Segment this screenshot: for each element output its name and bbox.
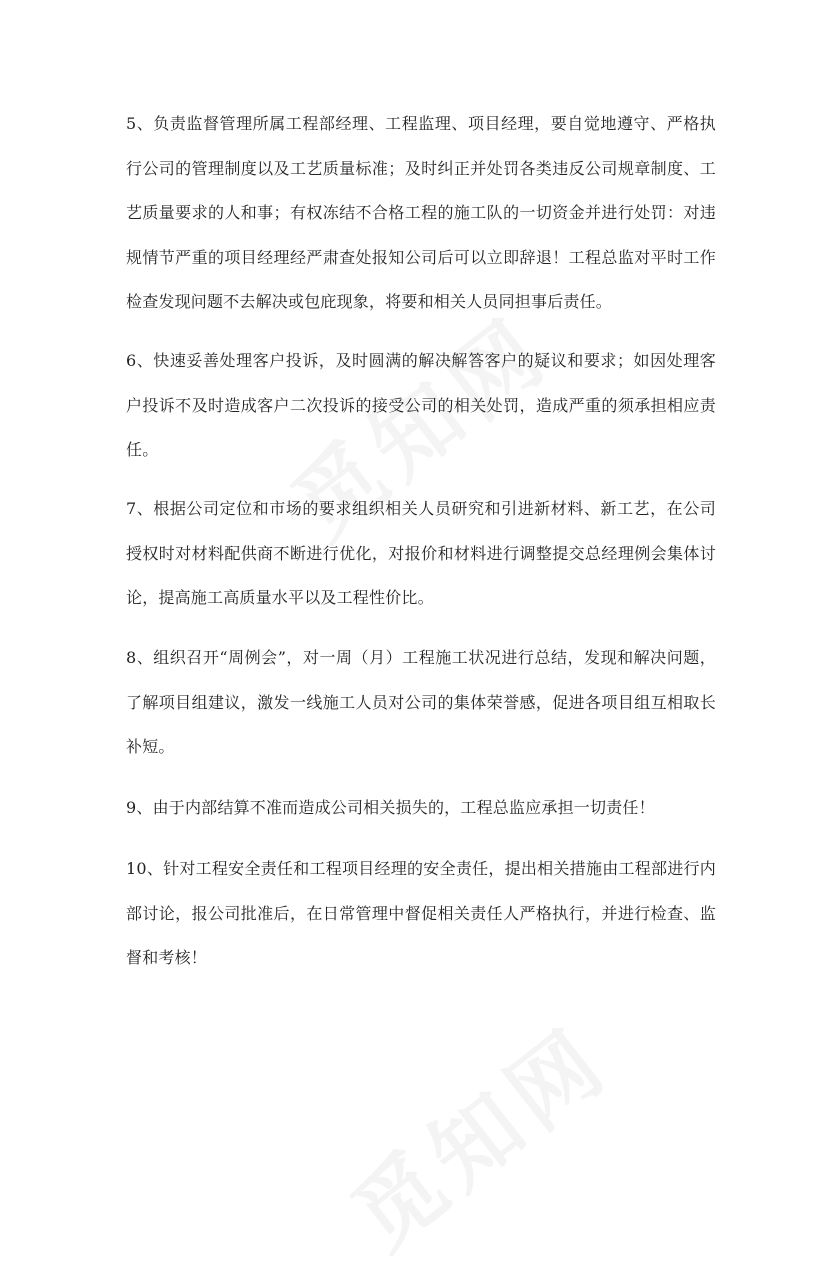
watermark: [322, 993, 631, 1273]
paragraph-item-9: 9、由于内部结算不准而造成公司相关损失的，工程总监应承担一切责任！: [126, 798, 655, 817]
paragraph-item-6: 6、快速妥善处理客户投诉，及时圆满的解决解答客户的疑议和要求；如因处理客户投诉不及时造成客户二次投诉的接受公司的相关处罚，造成严重的须承担相应责任。: [126, 351, 716, 459]
paragraph-item-7: 7、根据公司定位和市场的要求组织相关人员研究和引进新材料、新工艺，在公司授权时对材料配供商不断进行优化，对报价和材料进行调整提交总经理例会集体讨论，提高施工高质量水平以及工程性价比。: [126, 499, 716, 607]
paragraph-item-5: 5、负责监督管理所属工程部经理、工程监理、项目经理，要自觉地遵守、严格执行公司的管理制度以及工艺质量标准；及时纠正并处罚各类违反公司规章制度、工艺质量要求的人和事；有权冻结不合格工程的施工队的一切资金并进行处罚：对违规情节严重的项目经理经严肃查处报知公司后可以立即辞退！工程总监对平时工作检查发现问题不去解决或包庇现象，将要和相关人员同担事后责任。: [126, 114, 716, 311]
paragraph-item-8: 8、组织召开“周例会”，对一周（月）工程施工状况进行总结，发现和解决问题，了解项目组建议，激发一线施工人员对公司的集体荣誉感，促进各项目组互相取长补短。: [126, 648, 716, 756]
paragraph-item-10: 10、针对工程安全责任和工程项目经理的安全责任，提出相关措施由工程部进行内部讨论，报公司批准后，在日常管理中督促相关责任人严格执行，并进行检查、监督和考核！: [126, 859, 716, 967]
